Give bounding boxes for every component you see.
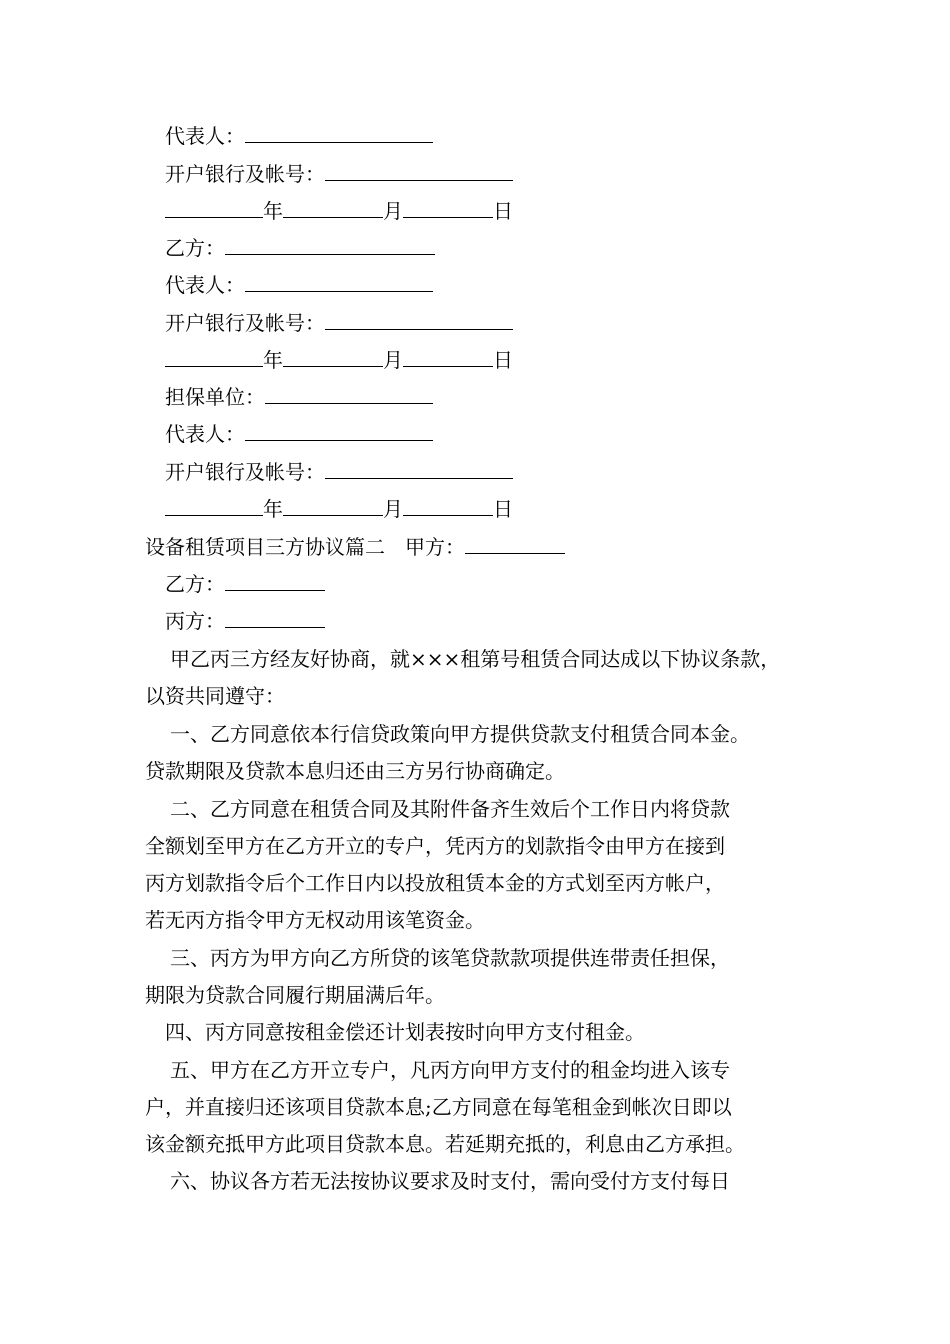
clause2-line-2: 全额划至甲方在乙方开立的专户，凭丙方的划款指令由甲方在接到 bbox=[145, 834, 725, 858]
article2-party-c-blank[interactable] bbox=[225, 607, 325, 628]
clause1-line-2: 贷款期限及贷款本息归还由三方另行协商确定。 bbox=[145, 759, 565, 783]
day-label: 日 bbox=[493, 199, 513, 223]
guarantor-day-blank[interactable] bbox=[403, 495, 493, 516]
guarantor-blank[interactable] bbox=[265, 383, 433, 404]
year-label: 年 bbox=[263, 348, 283, 372]
month-label: 月 bbox=[383, 199, 403, 223]
party-b-blank[interactable] bbox=[225, 234, 435, 255]
party-b-bank-label: 开户银行及帐号： bbox=[165, 311, 325, 335]
party-a-date-line bbox=[165, 197, 513, 225]
article2-party-a-blank[interactable] bbox=[465, 533, 565, 554]
guarantor-label: 担保单位： bbox=[165, 385, 265, 409]
clause2-line-1: 二、乙方同意在租赁合同及其附件备齐生效后个工作日内将贷款 bbox=[170, 797, 730, 821]
article2-party-b-label: 乙方： bbox=[165, 572, 225, 596]
party-b-bank-blank[interactable] bbox=[325, 309, 513, 330]
party-b-year-blank[interactable] bbox=[165, 346, 263, 367]
intro-line-1: 甲乙丙三方经友好协商，就×××租第号租赁合同达成以下协议条款， bbox=[170, 647, 781, 671]
clause4-line-1: 四、丙方同意按租金偿还计划表按时向甲方支付租金。 bbox=[165, 1020, 645, 1044]
party-b-rep-label: 代表人： bbox=[165, 273, 245, 297]
party-b-rep-line bbox=[165, 271, 433, 299]
guarantor-date-line bbox=[165, 495, 513, 523]
party-a-bank-label: 开户银行及帐号： bbox=[165, 162, 325, 186]
party-a-year-blank[interactable] bbox=[165, 197, 263, 218]
guarantor-rep-line bbox=[165, 420, 433, 448]
party-a-month-blank[interactable] bbox=[283, 197, 383, 218]
party-b-line bbox=[165, 234, 435, 262]
party-b-date-line bbox=[165, 346, 513, 374]
guarantor-month-blank[interactable] bbox=[283, 495, 383, 516]
article2-party-b-blank[interactable] bbox=[225, 570, 325, 591]
guarantor-year-blank[interactable] bbox=[165, 495, 263, 516]
article2-title: 设备租赁项目三方协议篇二 甲方： bbox=[145, 535, 465, 559]
clause3-line-1: 三、丙方为甲方向乙方所贷的该笔贷款款项提供连带责任担保， bbox=[170, 946, 730, 970]
party-b-month-blank[interactable] bbox=[283, 346, 383, 367]
clause6-line-1: 六、协议各方若无法按协议要求及时支付，需向受付方支付每日 bbox=[170, 1169, 730, 1193]
guarantor-rep-label: 代表人： bbox=[165, 422, 245, 446]
day-label: 日 bbox=[493, 348, 513, 372]
clause2-line-3: 丙方划款指令后个工作日内以投放租赁本金的方式划至丙方帐户， bbox=[145, 871, 725, 895]
intro-line-2: 以资共同遵守： bbox=[145, 684, 285, 708]
party-b-rep-blank[interactable] bbox=[245, 271, 433, 292]
clause5-line-2: 户，并直接归还该项目贷款本息;乙方同意在每笔租金到帐次日即以 bbox=[145, 1095, 732, 1119]
article2-party-b-line bbox=[165, 570, 325, 598]
article2-party-c-line bbox=[165, 607, 325, 635]
party-a-bank-line bbox=[165, 160, 513, 188]
year-label: 年 bbox=[263, 497, 283, 521]
article2-title-line bbox=[145, 533, 565, 561]
guarantor-line bbox=[165, 383, 433, 411]
clause2-line-4: 若无丙方指令甲方无权动用该笔资金。 bbox=[145, 908, 485, 932]
party-a-day-blank[interactable] bbox=[403, 197, 493, 218]
day-label: 日 bbox=[493, 497, 513, 521]
clause5-line-3: 该金额充抵甲方此项目贷款本息。若延期充抵的，利息由乙方承担。 bbox=[145, 1132, 745, 1156]
party-a-rep-line bbox=[165, 122, 433, 150]
clause1-line-1: 一、乙方同意依本行信贷政策向甲方提供贷款支付租赁合同本金。 bbox=[170, 722, 750, 746]
guarantor-bank-blank[interactable] bbox=[325, 458, 513, 479]
article2-party-c-label: 丙方： bbox=[165, 609, 225, 633]
party-a-bank-blank[interactable] bbox=[325, 160, 513, 181]
party-b-bank-line bbox=[165, 309, 513, 337]
guarantor-bank-line bbox=[165, 458, 513, 486]
party-a-rep-blank[interactable] bbox=[245, 122, 433, 143]
guarantor-rep-blank[interactable] bbox=[245, 420, 433, 441]
guarantor-bank-label: 开户银行及帐号： bbox=[165, 460, 325, 484]
clause5-line-1: 五、甲方在乙方开立专户，凡丙方向甲方支付的租金均进入该专 bbox=[170, 1058, 730, 1082]
year-label: 年 bbox=[263, 199, 283, 223]
month-label: 月 bbox=[383, 497, 403, 521]
party-b-day-blank[interactable] bbox=[403, 346, 493, 367]
clause3-line-2: 期限为贷款合同履行期届满后年。 bbox=[145, 983, 445, 1007]
party-a-rep-label: 代表人： bbox=[165, 124, 245, 148]
party-b-label: 乙方： bbox=[165, 236, 225, 260]
month-label: 月 bbox=[383, 348, 403, 372]
